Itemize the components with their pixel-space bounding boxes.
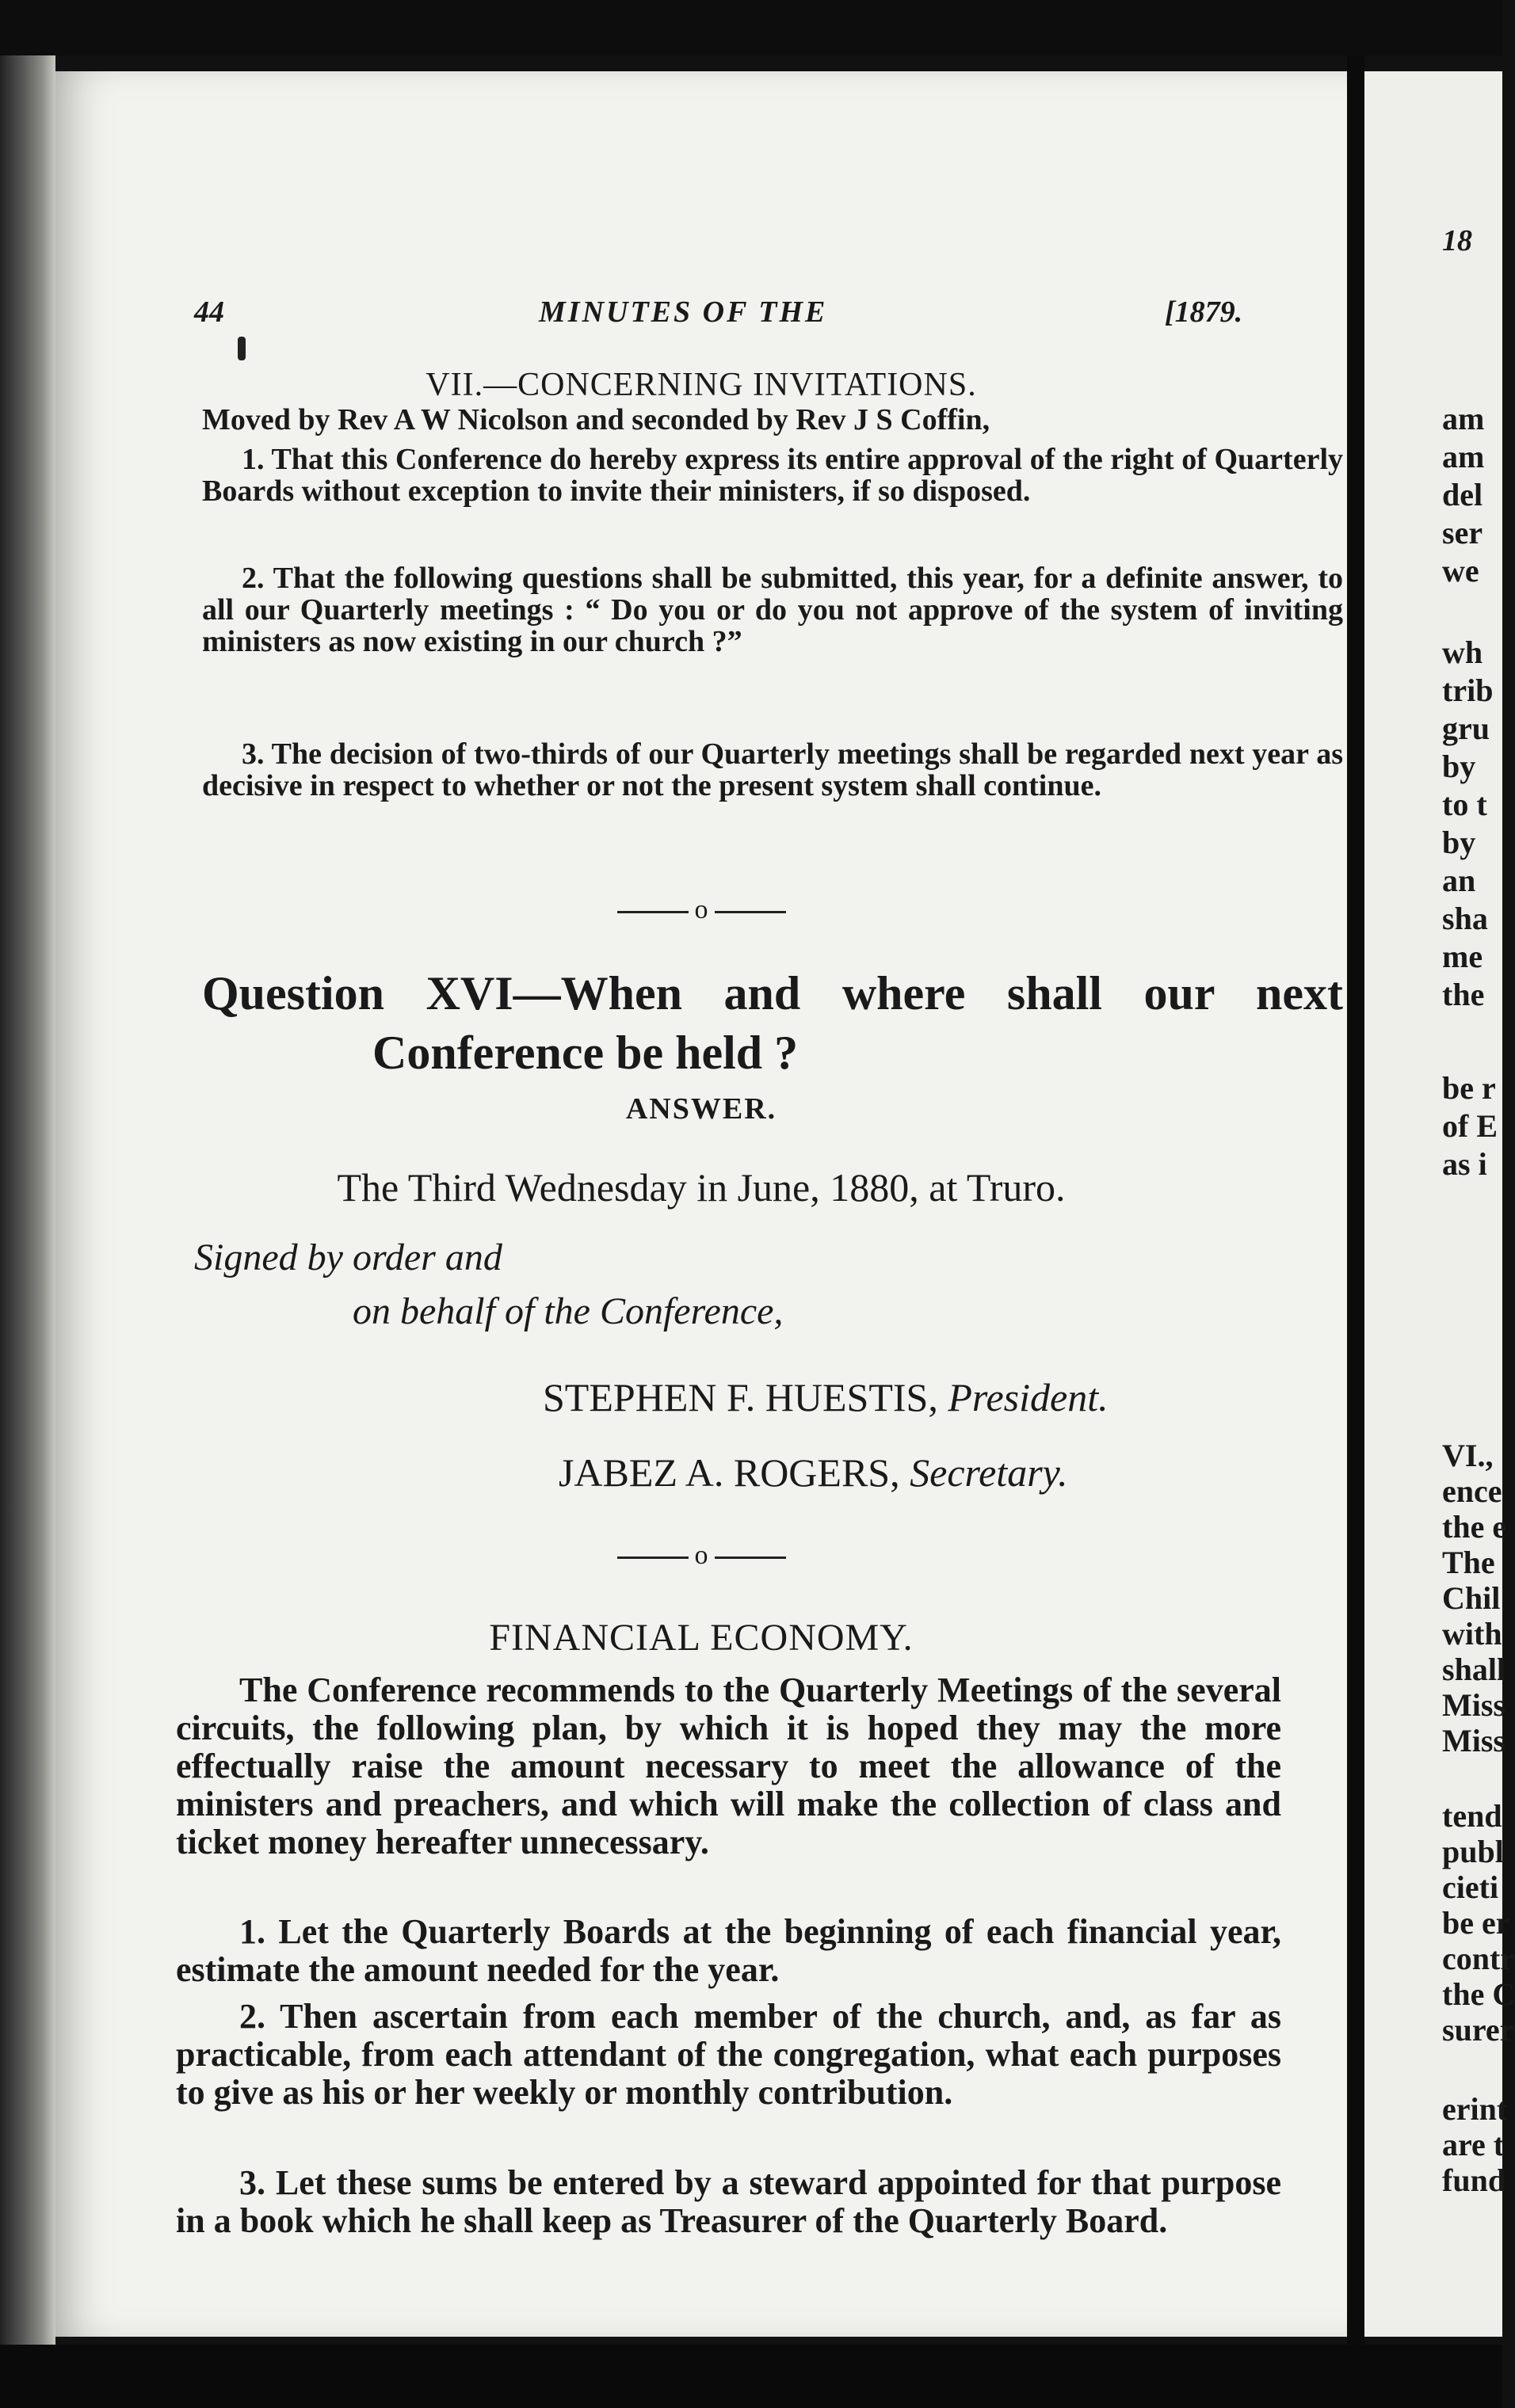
next-page-line: del (1442, 477, 1483, 512)
next-page-line: surer (1442, 2012, 1514, 2048)
scan-border-bottom (0, 2345, 1502, 2408)
section-vii-item-2: 2. That the following questions shall be submitted, this year, for a definite answer, to all our Quarterly meetings : “ Do you or do you not approve of the system of inviting ministers as now existing in our church ?” (202, 562, 1343, 658)
document-page (55, 71, 1347, 2337)
president-name: STEPHEN F. HUESTIS, (543, 1375, 938, 1419)
next-page-line: VI., (1442, 1438, 1494, 1473)
secretary-name: JABEZ A. ROGERS, (559, 1450, 900, 1495)
next-page-lines-f (1442, 2091, 1507, 2198)
next-page-line: Chil (1442, 1580, 1501, 1616)
next-page-line: erint (1442, 2091, 1508, 2127)
next-page-line: contr (1442, 1941, 1515, 1976)
next-page-line: the e (1442, 1509, 1507, 1545)
president-title: President. (948, 1375, 1109, 1419)
next-page-line: tend (1442, 1798, 1502, 1834)
separator-1: o (55, 895, 1347, 925)
running-year: [1879. (1165, 295, 1243, 329)
next-page-line: the C (1442, 1976, 1515, 2012)
next-page-line: wh (1442, 634, 1483, 670)
next-page-line: ser (1442, 515, 1483, 551)
next-page-line: gru (1442, 711, 1490, 746)
next-page-line: we (1442, 553, 1479, 589)
next-page-line: The (1442, 1545, 1495, 1580)
next-page-line: by (1442, 749, 1476, 784)
financial-intro: The Conference recommends to the Quarterly Meetings of the several circuits, the following plan, by which it is hoped they may the more effectually raise the amount necessary to meet the allowance of the ministers and preachers, and which will make the collection of class and ticket money hereafter unnecessary. (176, 1671, 1281, 1861)
next-page-lines-e (1442, 1798, 1515, 2048)
next-page-lines-d (1442, 1438, 1506, 1758)
next-page-line: am (1442, 439, 1485, 474)
section-vii-item-3: 3. The decision of two-thirds of our Quarterly meetings shall be regarded next year as decisive in respect to whether or not the present system shall continue. (202, 737, 1343, 802)
page-number: 44 (194, 295, 224, 329)
next-page-lines-a (1442, 400, 1484, 590)
motion-line: Moved by Rev A W Nicolson and seconded by Rev J S Coffin, (202, 403, 990, 436)
next-page-line: Miss (1442, 1723, 1505, 1758)
answer-text: The Third Wednesday in June, 1880, at Truro. (337, 1165, 1066, 1210)
next-page-line: be r (1442, 1070, 1496, 1106)
next-page-line: cieti (1442, 1869, 1499, 1905)
running-title: MINUTES OF THE (539, 295, 828, 329)
secretary-title: Secretary. (910, 1450, 1068, 1495)
next-page-line: are t (1442, 2127, 1505, 2162)
next-page-line: fund (1442, 2162, 1506, 2198)
next-page-line: me (1442, 939, 1483, 974)
next-page-line: am (1442, 401, 1485, 436)
next-page-line: publ (1442, 1834, 1504, 1869)
next-page-header: 18 (1442, 224, 1472, 257)
next-page-line: shall (1442, 1652, 1506, 1687)
question-xvi-line-1: Question XVI—When and where shall our next (202, 967, 1343, 1019)
ink-mark (238, 337, 246, 360)
next-page-line: be er (1442, 1905, 1510, 1941)
separator-2: o (55, 1541, 1347, 1571)
next-page-line: to t (1442, 787, 1487, 822)
scan-border-top (0, 0, 1502, 55)
page-gutter (1347, 55, 1364, 2345)
signed-line-1: Signed by order and (194, 1236, 502, 1278)
next-page-line: ence (1442, 1473, 1502, 1509)
financial-item-3: 3. Let these sums be entered by a steward appointed for that purpose in a book which he shall keep as Treasurer of the Quarterly Board. (176, 2163, 1281, 2240)
question-xvi-line-2: Conference be held ? (372, 1027, 799, 1079)
next-page-line: Miss (1442, 1687, 1505, 1723)
next-page-line: the (1442, 977, 1485, 1012)
next-page-lines-c (1442, 1069, 1498, 1183)
next-page-line: with (1442, 1616, 1502, 1652)
next-page-line: by (1442, 825, 1476, 860)
financial-item-1: 1. Let the Quarterly Boards at the beginning of each financial year, estimate the amount needed for the year. (176, 1912, 1281, 1989)
section-vii-heading: VII.—CONCERNING INVITATIONS. (425, 367, 977, 403)
financial-item-2: 2. Then ascertain from each member of the church, and, as far as practicable, from each attendant of the congregation, what each purposes to give as his or her weekly or monthly contribution. (176, 1997, 1281, 2112)
book-spine-edge (0, 55, 55, 2345)
next-page-line: of E (1442, 1108, 1498, 1144)
signed-line-2: on behalf of the Conference, (353, 1290, 784, 1332)
president-signature (543, 1374, 1109, 1420)
next-page-line: an (1442, 863, 1476, 898)
financial-heading: FINANCIAL ECONOMY. (489, 1617, 914, 1659)
next-page-line: sha (1442, 901, 1488, 936)
next-page-line: as i (1442, 1146, 1487, 1182)
next-page-line: trib (1442, 672, 1494, 708)
secretary-signature (559, 1450, 1068, 1495)
section-vii-item-1: 1. That this Conference do hereby express its entire approval of the right of Quarterly Boards without exception to invite their ministers, if so disposed. (202, 443, 1343, 508)
next-page-lines-b (1442, 634, 1493, 1014)
answer-label: ANSWER. (625, 1092, 777, 1126)
